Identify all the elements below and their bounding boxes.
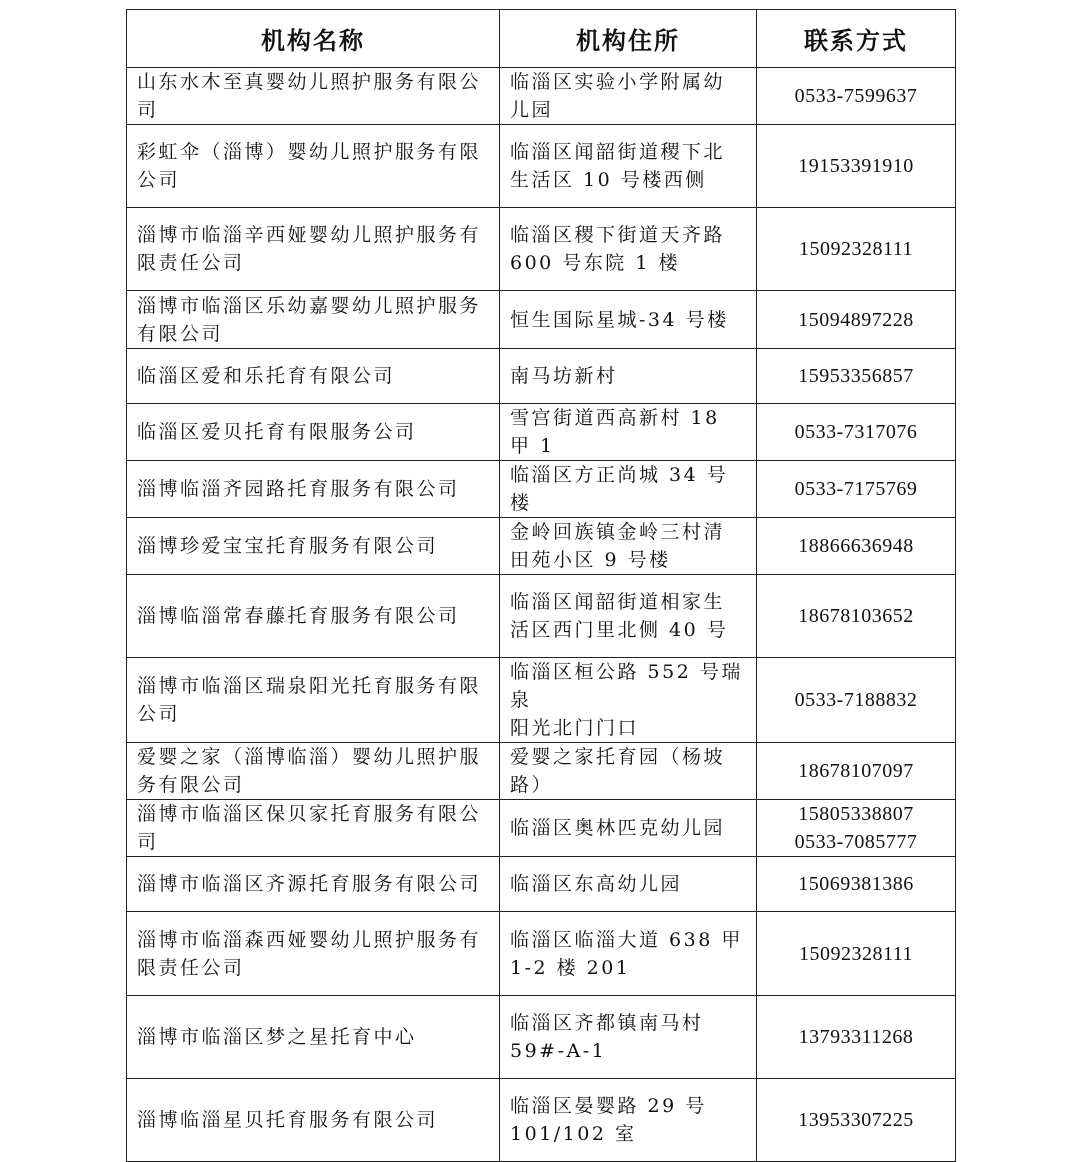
institution-phone-cell	[757, 1079, 956, 1162]
cell-line: 18866636948	[798, 535, 914, 557]
cell-line: 18678107097	[798, 760, 914, 782]
table-row	[127, 800, 956, 857]
institution-name-cell	[127, 518, 500, 575]
table-row	[127, 912, 956, 996]
institution-address-cell	[500, 518, 757, 575]
header-address: 机构住所	[500, 10, 757, 68]
institution-address-cell	[500, 658, 757, 743]
institution-phone-cell	[757, 404, 956, 461]
cell-line: 儿园	[510, 99, 554, 121]
table-row	[127, 461, 956, 518]
table-row	[127, 658, 956, 743]
cell-line: 临淄区爱贝托育有限服务公司	[137, 421, 417, 443]
cell-line: 淄博市临淄区乐幼嘉婴幼儿照护服务	[137, 294, 482, 317]
cell-line: 15069381386	[798, 873, 914, 895]
cell-line: 有限公司	[137, 322, 224, 345]
cell-line: 淄博市临淄辛西娅婴幼儿照护服务有	[137, 224, 482, 246]
cell-line: 0533-7188832	[794, 689, 918, 711]
cell-line: 淄博临淄常春藤托育服务有限公司	[137, 605, 460, 627]
cell-line: 爱婴之家托育园（杨坡	[510, 746, 726, 768]
cell-line: 淄博临淄星贝托育服务有限公司	[137, 1109, 439, 1131]
cell-line: 临淄区实验小学附属幼	[510, 71, 726, 93]
cell-line: 司	[137, 831, 159, 853]
cell-line: 临淄区闻韶街道稷下北	[510, 141, 726, 163]
institution-address-cell	[500, 125, 757, 208]
institution-phone-cell	[757, 743, 956, 800]
institution-phone-cell	[757, 658, 956, 743]
cell-line: 路）	[510, 774, 554, 796]
cell-line: 600 号东院 1 楼	[510, 252, 680, 274]
institution-address-cell	[500, 743, 757, 800]
cell-line: 淄博市临淄区保贝家托育服务有限公	[137, 803, 482, 825]
institution-name-cell	[127, 575, 500, 658]
table-row	[127, 518, 956, 575]
institution-phone-cell	[757, 857, 956, 912]
institution-name-cell	[127, 404, 500, 461]
cell-line: 淄博珍爱宝宝托育服务有限公司	[137, 535, 439, 557]
cell-line: 15092328111	[798, 942, 913, 965]
institution-address-cell	[500, 68, 757, 125]
institution-phone-cell	[757, 996, 956, 1079]
header-name: 机构名称	[127, 10, 500, 68]
institution-name-cell	[127, 800, 500, 857]
institution-name-cell	[127, 291, 500, 349]
cell-line: 山东水木至真婴幼儿照护服务有限公	[137, 71, 482, 93]
table-row	[127, 208, 956, 291]
institution-name-cell	[127, 1079, 500, 1162]
cell-line: 雪宫街道西高新村 18 甲 1	[510, 407, 720, 457]
institution-address-cell	[500, 1079, 757, 1162]
cell-line: 淄博市临淄森西娅婴幼儿照护服务有	[137, 928, 482, 951]
cell-line: 19153391910	[798, 155, 914, 177]
cell-line: 公司	[137, 703, 181, 725]
institution-address-cell	[500, 461, 757, 518]
institution-address-cell	[500, 857, 757, 912]
cell-line: 爱婴之家（淄博临淄）婴幼儿照护服	[137, 746, 482, 768]
cell-line: 南马坊新村	[510, 365, 618, 387]
cell-line: 临淄区晏婴路 29 号	[510, 1095, 707, 1117]
table-row	[127, 404, 956, 461]
cell-line: 限责任公司	[137, 252, 245, 274]
institution-name-cell	[127, 743, 500, 800]
cell-line: 13793311268	[798, 1026, 914, 1048]
cell-line: 临淄区爱和乐托育有限公司	[137, 365, 396, 387]
cell-line: 淄博临淄齐园路托育服务有限公司	[137, 478, 460, 500]
cell-line: 101/102 室	[510, 1123, 637, 1145]
cell-line: 淄博市临淄区齐源托育服务有限公司	[137, 873, 482, 895]
cell-line: 临淄区东高幼儿园	[510, 873, 683, 895]
institution-address-cell	[500, 404, 757, 461]
cell-line: 15805338807	[798, 803, 914, 825]
table-row	[127, 68, 956, 125]
institution-phone-cell	[757, 912, 956, 996]
cell-line: 0533-7175769	[794, 478, 918, 500]
institution-name-cell	[127, 912, 500, 996]
cell-line: 18678103652	[798, 605, 914, 627]
institution-name-cell	[127, 125, 500, 208]
cell-line: 0533-7599637	[794, 85, 918, 107]
institution-phone-cell	[757, 461, 956, 518]
cell-line: 淄博市临淄区瑞泉阳光托育服务有限	[137, 675, 482, 697]
institution-address-cell	[500, 291, 757, 349]
institution-phone-cell	[757, 68, 956, 125]
institution-phone-cell	[757, 349, 956, 404]
institution-phone-cell	[757, 125, 956, 208]
cell-line: 恒生国际星城-34 号楼	[510, 308, 729, 331]
institution-name-cell	[127, 857, 500, 912]
cell-line: 临淄区稷下街道天齐路	[510, 224, 726, 246]
institution-address-cell	[500, 912, 757, 996]
institution-phone-cell	[757, 208, 956, 291]
cell-line: 临淄区齐都镇南马村	[510, 1012, 704, 1034]
cell-line: 司	[137, 99, 159, 121]
institution-name-cell	[127, 658, 500, 743]
cell-line: 金岭回族镇金岭三村清	[510, 521, 726, 543]
institution-name-cell	[127, 68, 500, 125]
institution-phone-cell	[757, 800, 956, 857]
institution-name-cell	[127, 996, 500, 1079]
cell-line: 临淄区桓公路 552 号瑞泉	[510, 661, 743, 711]
table-row	[127, 1079, 956, 1162]
cell-line: 15094897228	[798, 308, 914, 331]
cell-line: 15953356857	[798, 365, 914, 387]
cell-line: 1-2 楼 201	[510, 956, 631, 979]
institution-phone-cell	[757, 518, 956, 575]
cell-line: 临淄区方正尚城 34 号楼	[510, 464, 729, 514]
institution-address-cell	[500, 208, 757, 291]
cell-line: 淄博市临淄区梦之星托育中心	[137, 1026, 417, 1048]
cell-line: 0533-7317076	[794, 421, 918, 443]
header-contact: 联系方式	[757, 10, 956, 68]
cell-line: 0533-7085777	[794, 831, 918, 853]
header-row	[127, 10, 956, 68]
institution-name-cell	[127, 208, 500, 291]
cell-line: 生活区 10 号楼西侧	[510, 169, 707, 191]
institution-address-cell	[500, 349, 757, 404]
cell-line: 13953307225	[798, 1109, 914, 1131]
cell-line: 临淄区奥林匹克幼儿园	[510, 817, 726, 839]
institution-name-cell	[127, 461, 500, 518]
table-row	[127, 996, 956, 1079]
institution-address-cell	[500, 996, 757, 1079]
table-row	[127, 125, 956, 208]
institution-address-cell	[500, 800, 757, 857]
table-row	[127, 349, 956, 404]
cell-line: 限责任公司	[137, 956, 245, 979]
cell-line: 活区西门里北侧 40 号	[510, 619, 729, 641]
institution-name-cell	[127, 349, 500, 404]
institution-address-cell	[500, 575, 757, 658]
cell-line: 59#-A-1	[510, 1040, 607, 1062]
cell-line: 临淄区临淄大道 638 甲	[510, 928, 743, 951]
cell-line: 彩虹伞（淄博）婴幼儿照护服务有限	[137, 141, 482, 163]
cell-line: 临淄区闻韶街道相家生	[510, 591, 726, 613]
cell-line: 务有限公司	[137, 774, 245, 796]
cell-line: 15092328111	[798, 238, 913, 260]
table-row	[127, 857, 956, 912]
institution-table	[126, 9, 956, 1162]
cell-line: 田苑小区 9 号楼	[510, 549, 671, 571]
institution-phone-cell	[757, 575, 956, 658]
table-row	[127, 743, 956, 800]
cell-line: 公司	[137, 169, 181, 191]
table-row	[127, 291, 956, 349]
table-row	[127, 575, 956, 658]
institution-phone-cell	[757, 291, 956, 349]
cell-line: 阳光北门门口	[510, 717, 640, 739]
